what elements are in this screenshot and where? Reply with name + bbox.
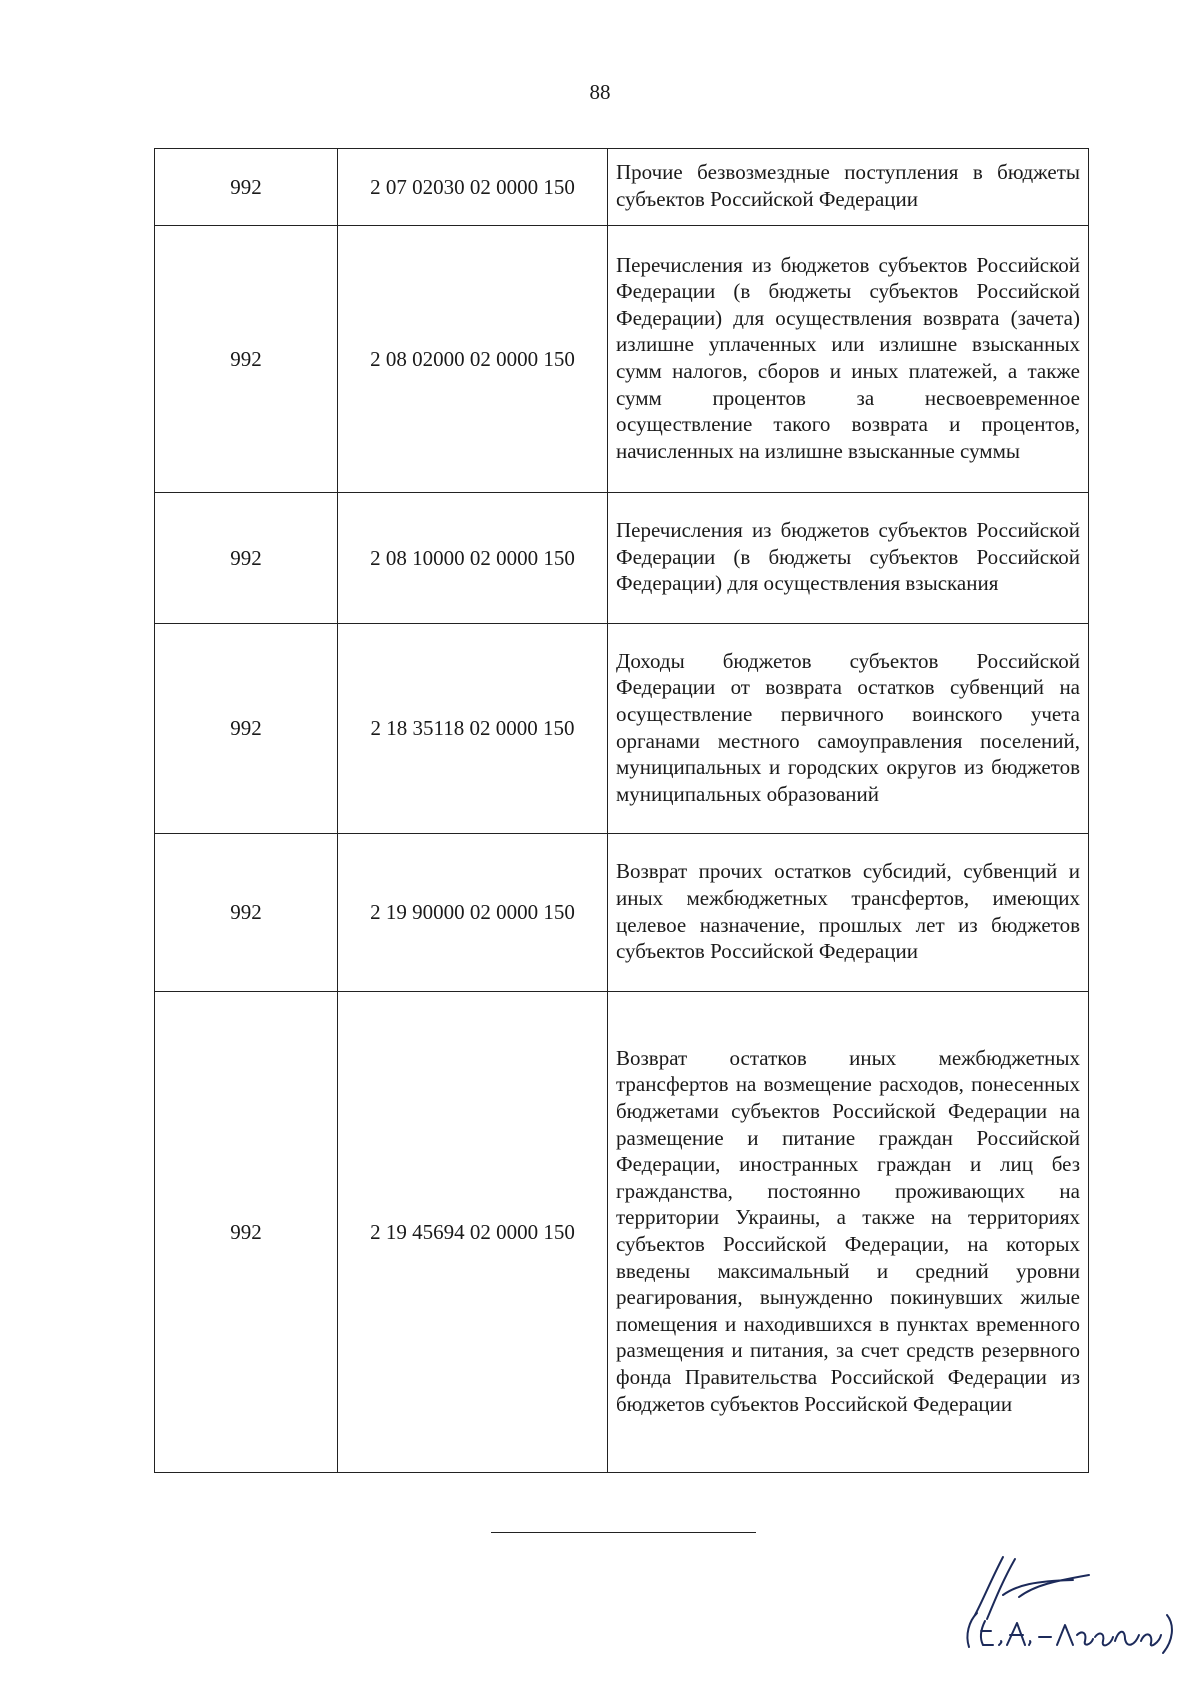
table-row bbox=[155, 834, 1089, 992]
admin-code-cell: 992 bbox=[155, 226, 338, 493]
table-row bbox=[155, 624, 1089, 834]
admin-code-cell: 992 bbox=[155, 624, 338, 834]
budget-code-cell: 2 07 02030 02 0000 150 bbox=[338, 149, 608, 226]
revenue-name-cell: Возврат остатков иных межбюджетных трансфертов на возмещение расходов, понесенных бюджетами субъектов Российской Федерации на размещение и питание граждан Российской Федерации, иностранных граждан и лиц без гражданства, постоянно проживающих на территории Украины, а также на территориях субъектов Российской Федерации, на которых введены максимальный и средний уровни реагирования, вынужденно покинувших жилые помещения и находившихся в пунктах временного размещения и питания, за счет средств резервного фонда Правительства Российской Федерации из бюджетов субъектов Российской Федерации bbox=[608, 992, 1089, 1473]
admin-code-cell: 992 bbox=[155, 992, 338, 1473]
budget-code-cell: 2 08 10000 02 0000 150 bbox=[338, 493, 608, 624]
admin-code-cell: 992 bbox=[155, 149, 338, 226]
budget-code-cell: 2 18 35118 02 0000 150 bbox=[338, 624, 608, 834]
admin-code-cell: 992 bbox=[155, 493, 338, 624]
handwritten-signature bbox=[955, 1545, 1185, 1655]
revenue-name-cell: Доходы бюджетов субъектов Российской Федерации от возврата остатков субвенций на осуществление первичного воинского учета органами местного самоуправления поселений, муниципальных и городских округов из бюджетов муниципальных образований bbox=[608, 624, 1089, 834]
revenue-name-cell: Перечисления из бюджетов субъектов Российской Федерации (в бюджеты субъектов Российской Федерации) для осуществления возврата (зачета) излишне уплаченных или излишне взысканных сумм налогов, сборов и иных платежей, а также сумм процентов за несвоевременное осуществление такого возврата и процентов, начисленных на излишне взысканные суммы bbox=[608, 226, 1089, 493]
table-row bbox=[155, 226, 1089, 493]
admin-code-cell: 992 bbox=[155, 834, 338, 992]
page-number: 88 bbox=[589, 80, 611, 104]
budget-code-cell: 2 08 02000 02 0000 150 bbox=[338, 226, 608, 493]
budget-code-cell: 2 19 90000 02 0000 150 bbox=[338, 834, 608, 992]
footer-divider bbox=[491, 1532, 756, 1533]
table-row bbox=[155, 149, 1089, 226]
budget-code-cell: 2 19 45694 02 0000 150 bbox=[338, 992, 608, 1473]
revenue-name-cell: Прочие безвозмездные поступления в бюджеты субъектов Российской Федерации bbox=[608, 149, 1089, 226]
budget-codes-table bbox=[154, 148, 1089, 1473]
revenue-name-cell: Возврат прочих остатков субсидий, субвенций и иных межбюджетных трансфертов, имеющих целевое назначение, прошлых лет из бюджетов субъектов Российской Федерации bbox=[608, 834, 1089, 992]
table-row bbox=[155, 992, 1089, 1473]
table-row bbox=[155, 493, 1089, 624]
revenue-name-cell: Перечисления из бюджетов субъектов Российской Федерации (в бюджеты субъектов Российской Федерации) для осуществления взыскания bbox=[608, 493, 1089, 624]
